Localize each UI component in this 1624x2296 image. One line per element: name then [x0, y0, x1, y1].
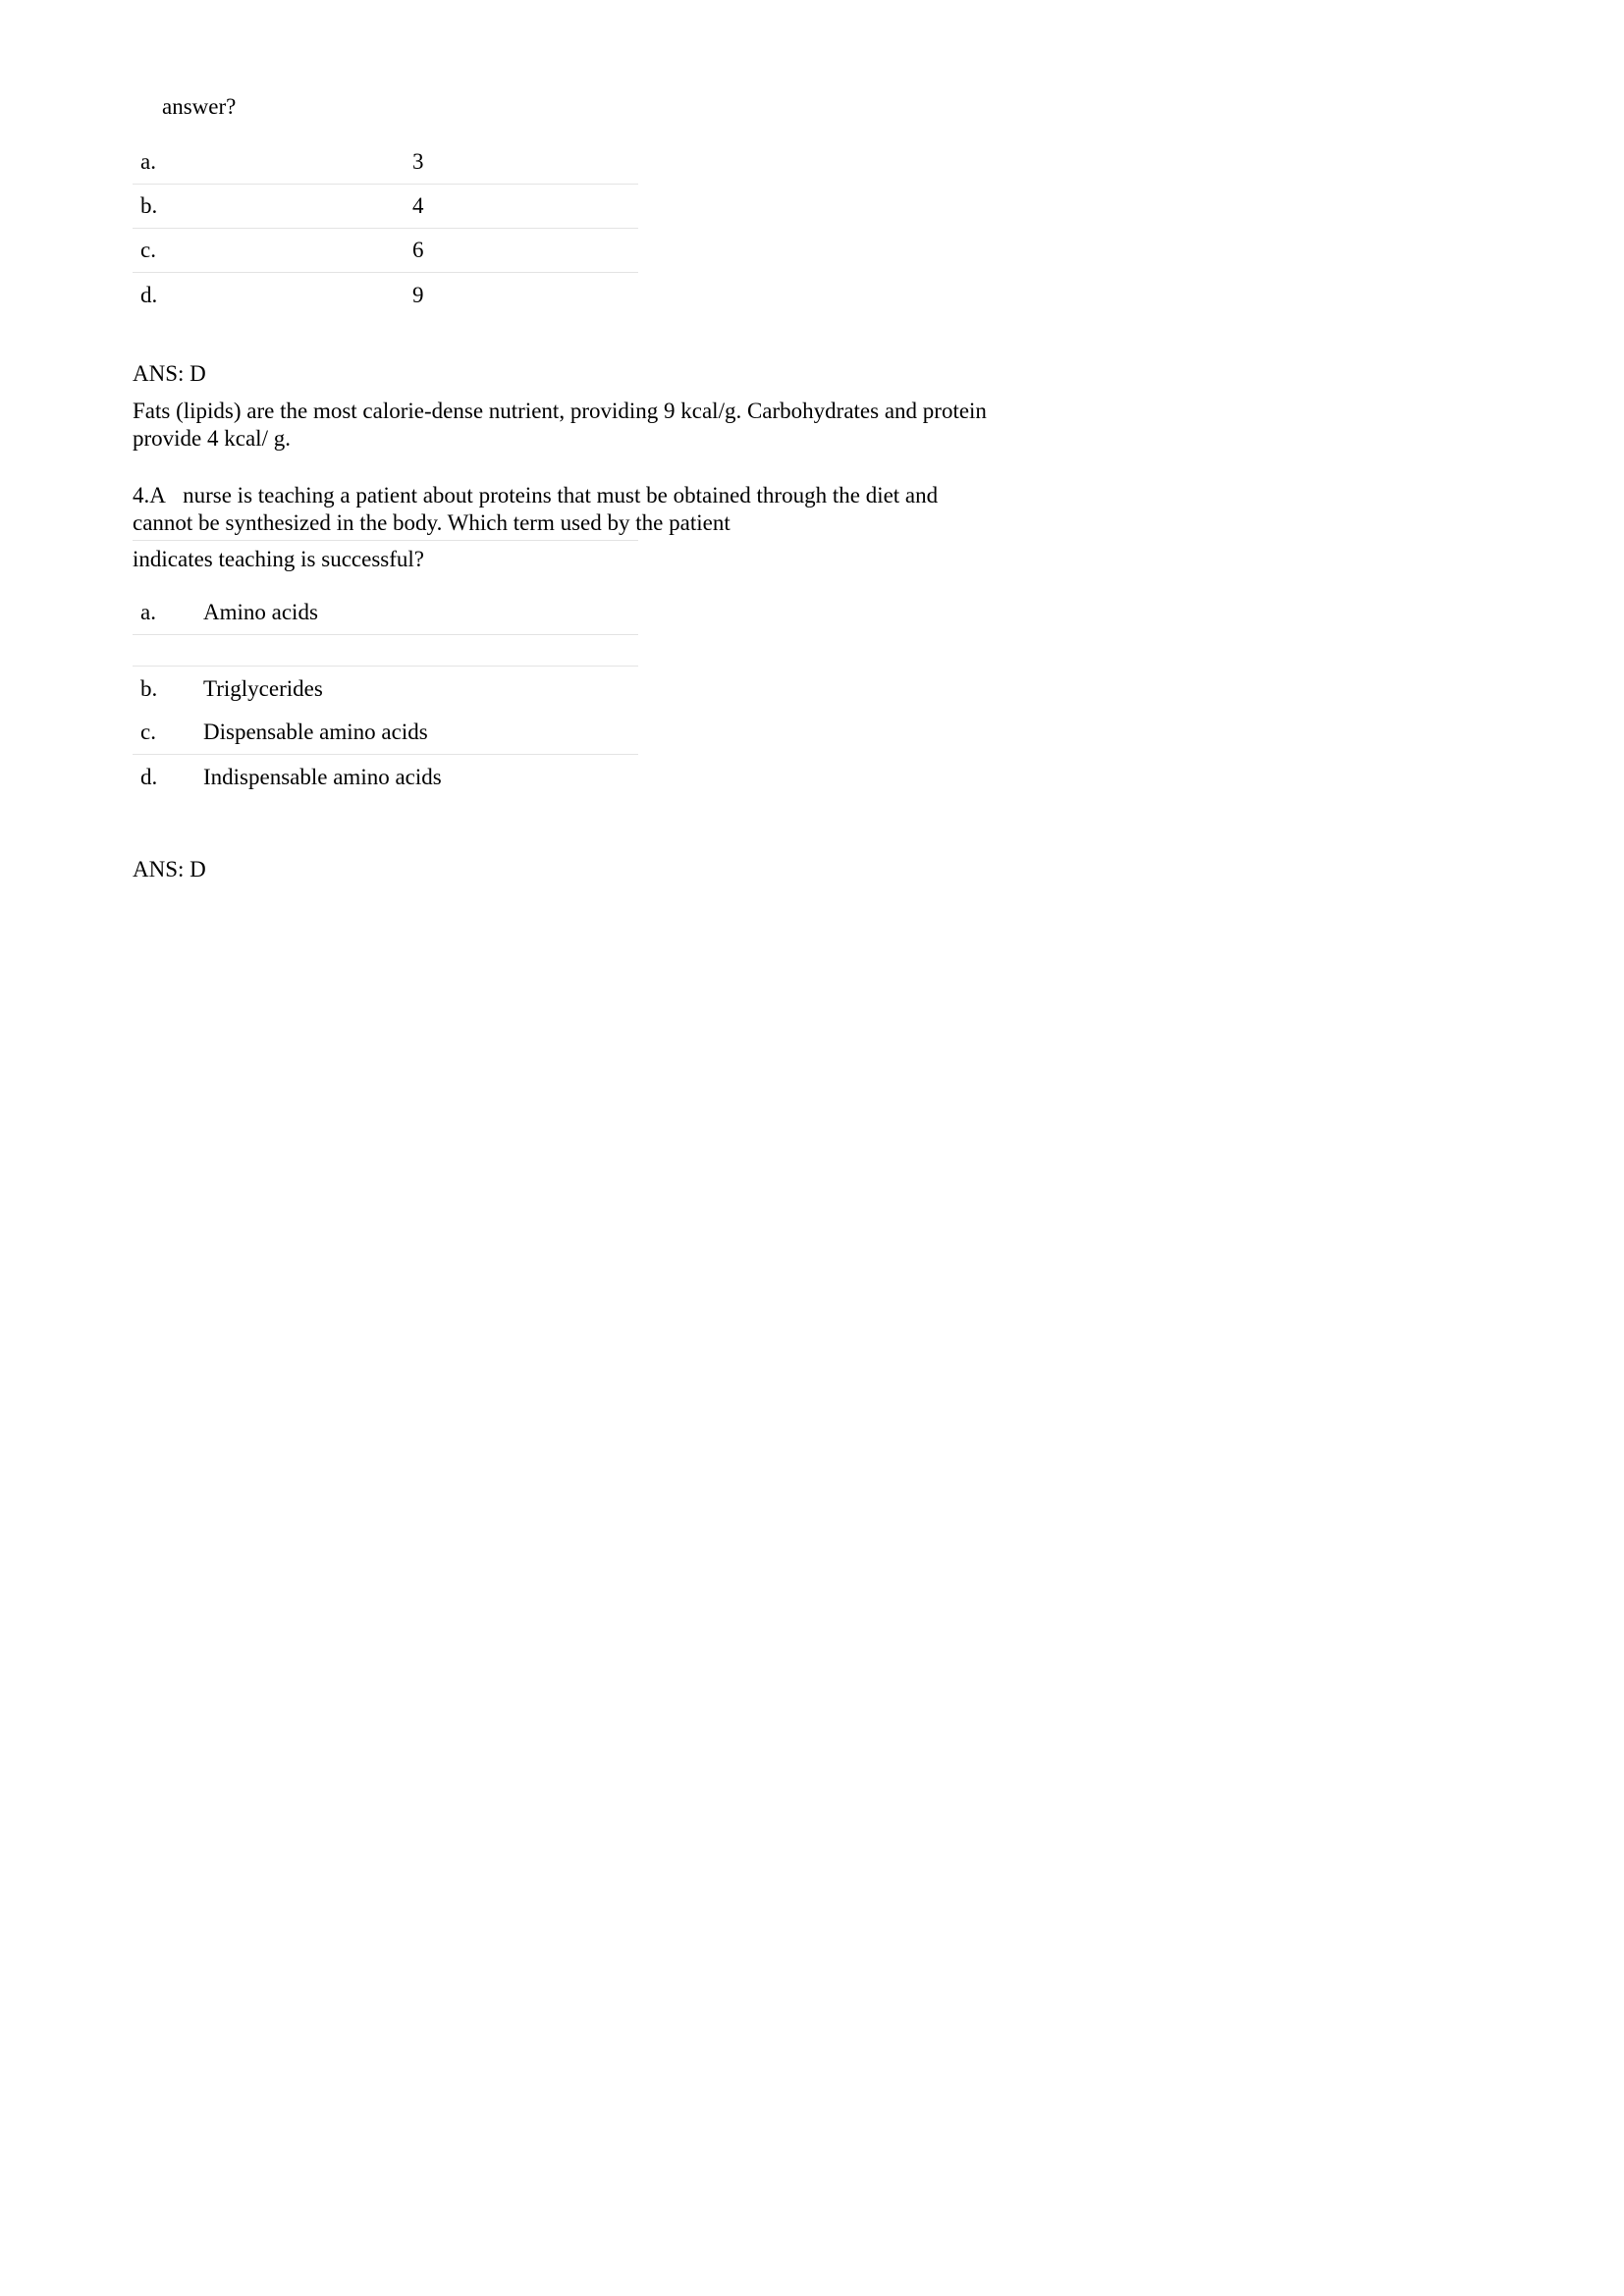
question-4-answer: ANS: D — [133, 857, 206, 882]
question-4-stem: 4.A nurse is teaching a patient about proteins that must be obtained through the diet and cannot be synthesized in the body. Which term used by the patient — [133, 483, 939, 536]
option-letter: a. — [140, 149, 156, 175]
option-text: Triglycerides — [203, 675, 323, 701]
option-text: Amino acids — [203, 600, 318, 625]
option-row-c — [133, 229, 638, 273]
option-row-b — [133, 667, 638, 711]
question-3-answer: ANS: D — [133, 361, 206, 387]
question-4-stem-continued: indicates teaching is successful? — [133, 547, 424, 572]
question-4-options — [133, 591, 638, 799]
option-letter: a. — [140, 600, 156, 625]
option-letter: c. — [140, 238, 156, 263]
option-text: 6 — [412, 238, 424, 263]
option-letter: c. — [140, 720, 156, 745]
option-row-d — [133, 273, 638, 317]
stem-divider-line — [133, 540, 638, 541]
option-row-c — [133, 711, 638, 755]
question-3-options — [133, 140, 638, 317]
option-letter: d. — [140, 282, 158, 307]
option-text: Dispensable amino acids — [203, 720, 428, 745]
option-letter: b. — [140, 193, 158, 219]
option-row-b — [133, 185, 638, 229]
option-row-empty — [133, 635, 638, 667]
option-text: 9 — [412, 282, 424, 307]
option-text: Indispensable amino acids — [203, 764, 442, 789]
option-text: 4 — [412, 193, 424, 219]
page-content — [133, 93, 1114, 893]
option-row-a — [133, 140, 638, 185]
option-letter: d. — [140, 764, 158, 789]
question-3-rationale: Fats (lipids) are the most calorie-dense nutrient, providing 9 kcal/g. Carbohydrates and protein provide 4 kcal/ g. — [133, 399, 987, 452]
option-row-a — [133, 591, 638, 635]
option-text: 3 — [412, 149, 424, 175]
question-3-stem-tail: answer? — [162, 94, 237, 119]
option-letter: b. — [140, 675, 158, 701]
option-row-d — [133, 755, 638, 799]
